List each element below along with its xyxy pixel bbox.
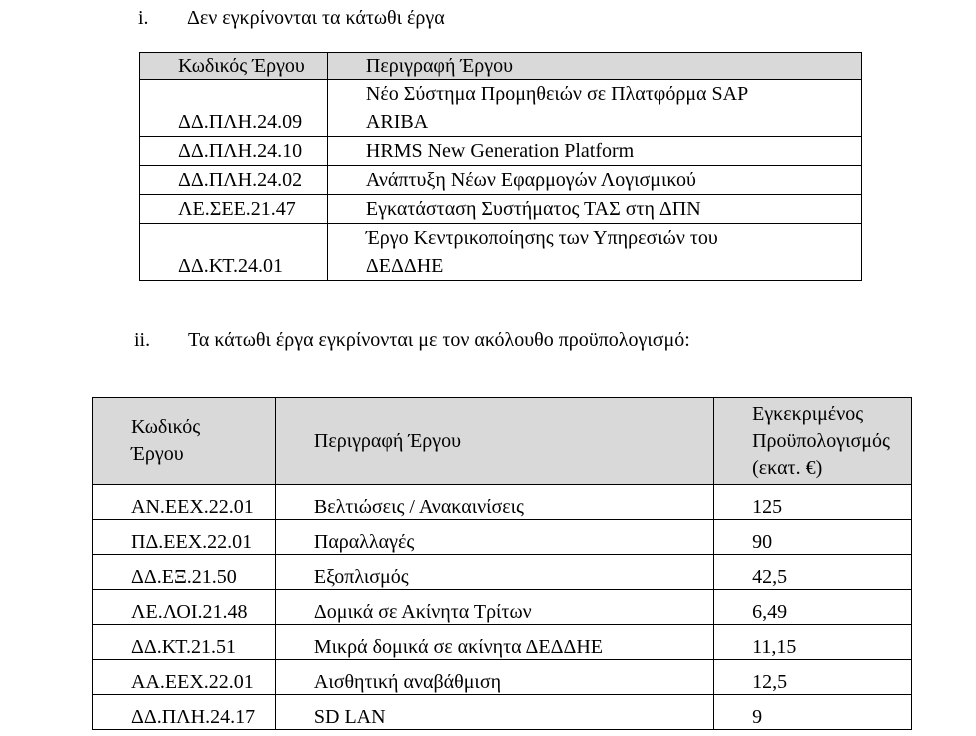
section-i-number: i.: [138, 7, 149, 29]
project-code: ΔΔ.ΠΛΗ.24.09: [140, 80, 328, 137]
header-line: (εκατ. €): [752, 456, 823, 479]
header-line: Προϋπολογισμός: [752, 429, 890, 452]
project-budget: 9: [714, 695, 912, 730]
project-code: ΠΔ.ΕΕΧ.22.01: [93, 520, 276, 555]
table-header-row: [93, 398, 912, 485]
table-row: [93, 485, 912, 520]
project-description: Εγκατάσταση Συστήματος ΤΑΣ στη ΔΠΝ: [327, 195, 861, 224]
column-header-code: Κωδικός Έργου: [140, 53, 328, 80]
project-code: ΔΔ.ΕΞ.21.50: [93, 555, 276, 590]
project-code: ΔΔ.ΚΤ.21.51: [93, 625, 276, 660]
rejected-projects-table: [139, 52, 862, 281]
table-header-row: [140, 53, 862, 80]
table-row: [140, 224, 862, 281]
table-row: [93, 660, 912, 695]
header-line: Κωδικός: [131, 416, 201, 438]
project-budget: 11,15: [714, 625, 912, 660]
project-description: [327, 224, 861, 281]
project-budget: 6,49: [714, 590, 912, 625]
description-line: Έργο Κεντρικοποίησης των Υπηρεσιών του: [365, 227, 718, 249]
project-code: ΑΝ.ΕΕΧ.22.01: [93, 485, 276, 520]
description-line: Νέο Σύστημα Προμηθειών σε Πλατφόρμα SAP: [365, 83, 749, 105]
table-row: [140, 80, 862, 137]
header-line: Έργου: [131, 443, 184, 465]
project-budget: 12,5: [714, 660, 912, 695]
column-header-description: Περιγραφή Έργου: [327, 53, 861, 80]
project-code: ΔΔ.ΠΛΗ.24.17: [93, 695, 276, 730]
project-description: Δομικά σε Ακίνητα Τρίτων: [275, 590, 713, 625]
table-row: [93, 590, 912, 625]
project-description: Αισθητική αναβάθμιση: [275, 660, 713, 695]
section-ii-number: ii.: [134, 329, 151, 351]
table-row: [93, 625, 912, 660]
table-row: [93, 555, 912, 590]
table-row: [140, 137, 862, 166]
column-header-code: [93, 398, 276, 485]
table-row: [93, 520, 912, 555]
project-description: SD LAN: [275, 695, 713, 730]
project-budget: 125: [714, 485, 912, 520]
description-line: ΔΕΔΔΗΕ: [365, 255, 444, 277]
project-code: ΛΕ.ΣΕΕ.21.47: [140, 195, 328, 224]
project-description: Εξοπλισμός: [275, 555, 713, 590]
section-ii-text: Τα κάτωθι έργα εγκρίνονται με τον ακόλουθο προϋπολογισμό:: [188, 329, 690, 351]
section-ii-heading: [134, 328, 834, 352]
project-code: ΔΔ.ΠΛΗ.24.02: [140, 166, 328, 195]
approved-projects-table: [92, 397, 912, 730]
table-row: [93, 695, 912, 730]
project-description: Παραλλαγές: [275, 520, 713, 555]
project-description: HRMS New Generation Platform: [327, 137, 861, 166]
table-row: [140, 166, 862, 195]
project-code: ΛΕ.ΛΟΙ.21.48: [93, 590, 276, 625]
project-code: ΔΔ.ΚΤ.24.01: [140, 224, 328, 281]
project-budget: 42,5: [714, 555, 912, 590]
project-budget: 90: [714, 520, 912, 555]
column-header-description: Περιγραφή Έργου: [275, 398, 713, 485]
header-line: Εγκεκριμένος: [752, 402, 864, 425]
project-description: Μικρά δομικά σε ακίνητα ΔΕΔΔΗΕ: [275, 625, 713, 660]
description-line: ARIBA: [365, 111, 429, 133]
project-description: [327, 80, 861, 137]
section-i-heading: [138, 6, 638, 30]
table-row: [140, 195, 862, 224]
project-code: ΔΔ.ΠΛΗ.24.10: [140, 137, 328, 166]
column-header-budget: [714, 398, 912, 485]
section-i-text: Δεν εγκρίνονται τα κάτωθι έργα: [187, 7, 445, 29]
project-code: ΑΑ.ΕΕΧ.22.01: [93, 660, 276, 695]
project-description: Βελτιώσεις / Ανακαινίσεις: [275, 485, 713, 520]
project-description: Ανάπτυξη Νέων Εφαρμογών Λογισμικού: [327, 166, 861, 195]
